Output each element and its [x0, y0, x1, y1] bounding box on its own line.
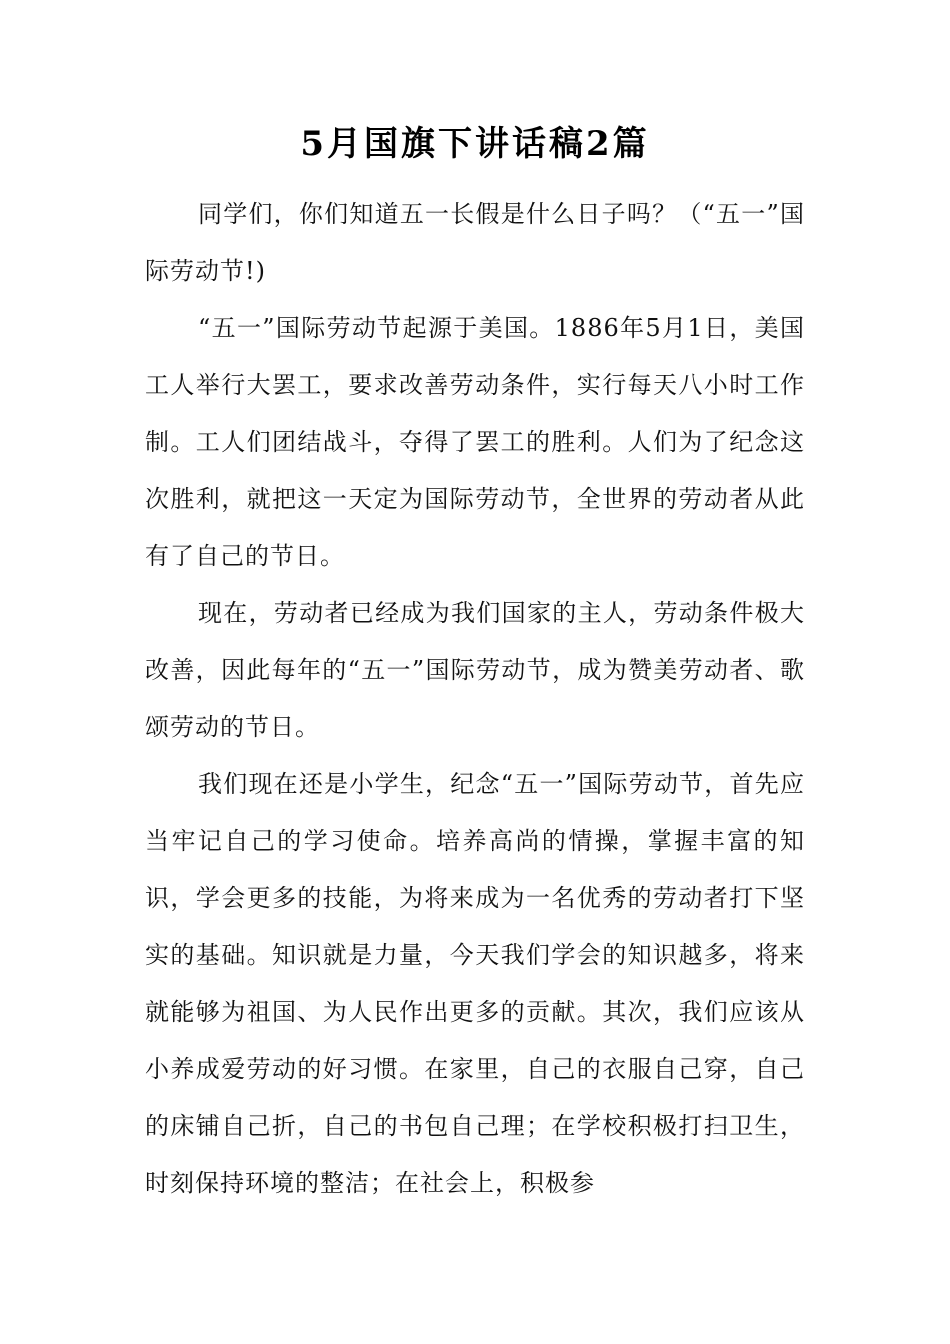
paragraph-4: 我们现在还是小学生，纪念“五一”国际劳动节，首先应当牢记自己的学习使命。培养高尚的情操，掌握丰富的知识，学会更多的技能，为将来成为一名优秀的劳动者打下坚实的基础。知识就是力量，今天我们学会的知识越多，将来就能够为祖国、为人民作出更多的贡献。其次，我们应该从小养成爱劳动的好习惯。在家里，自己的衣服自己穿，自己的床铺自己折，自己的书包自己理；在学校积极打扫卫生，时刻保持环境的整洁；在社会上，积极参	[145, 770, 805, 1197]
document-body	[145, 186, 805, 1212]
paragraph-1: 同学们，你们知道五一长假是什么日子吗？（“五一”国际劳动节!)	[145, 200, 805, 285]
paragraph-2: “五一”国际劳动节起源于美国。1886年5月1日，美国工人举行大罢工，要求改善劳动条件，实行每天八小时工作制。工人们团结战斗，夺得了罢工的胜利。人们为了纪念这次胜利，就把这一天定为国际劳动节，全世界的劳动者从此有了自己的节日。	[145, 314, 805, 570]
paragraph-3: 现在，劳动者已经成为我们国家的主人，劳动条件极大改善，因此每年的“五一”国际劳动节，成为赞美劳动者、歌颂劳动的节日。	[145, 599, 805, 741]
document-title: 5月国旗下讲话稿2篇	[300, 124, 650, 164]
